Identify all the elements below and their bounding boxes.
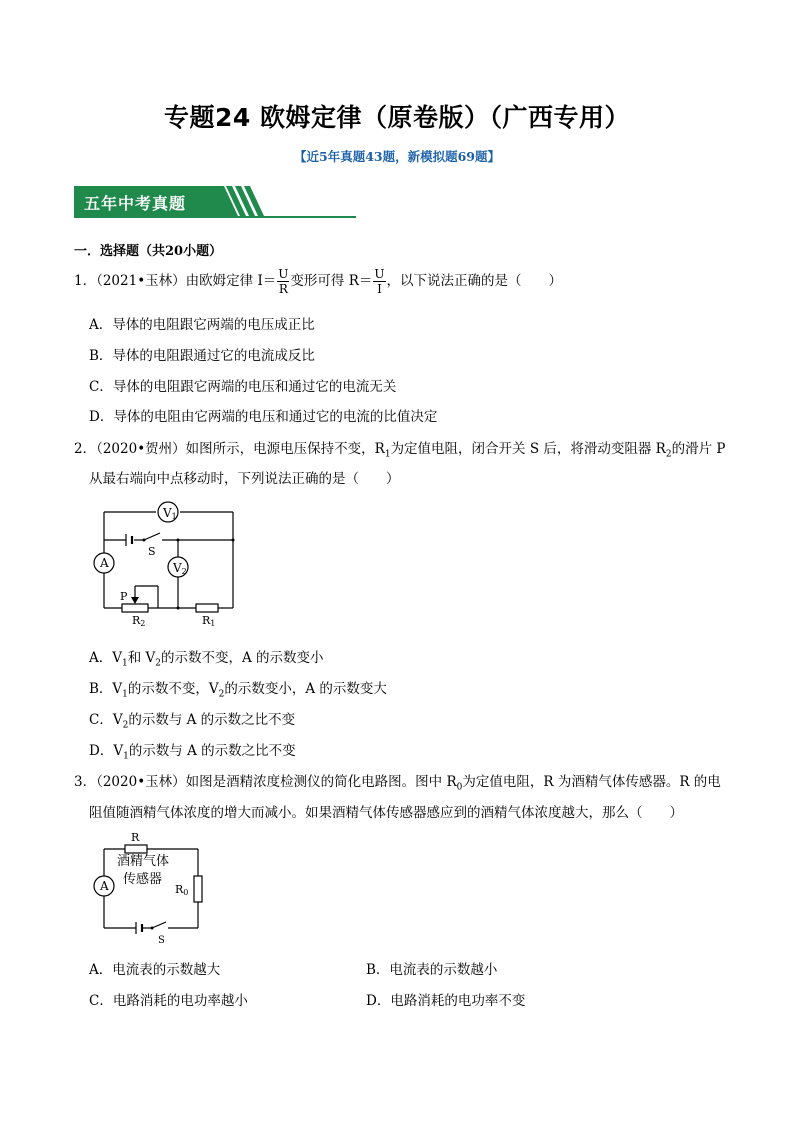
q3-circuit-diagram	[90, 826, 220, 946]
q3-label-r0: R0	[175, 883, 189, 897]
question-3-stem-line1: 3．（2020•玉林）如图是酒精浓度检测仪的简化电路图。图中 $R_0$为定值电阻，R 为酒精气体传感器。R 的电	[74, 774, 721, 793]
q2-option-a: A．$V_1$和 $V_2$的示数不变，A 的示数变小	[89, 650, 324, 669]
q3-label-r: R	[131, 831, 140, 844]
q2-circuit-diagram	[90, 500, 250, 630]
page-subtitle: 【近5年真题43题，新模拟题69题】	[294, 149, 500, 164]
q2-option-d: D．$V_1$的示数与 A 的示数之比不变	[89, 743, 296, 762]
q1-option-d: D．导体的电阻由它两端的电压和通过它的电流的比值决定	[89, 409, 438, 425]
q2-label-r2: R2	[132, 614, 146, 628]
q1-suffix: ，以下说法正确的是（ ）	[386, 273, 563, 289]
q3-option-b: B．电流表的示数越小	[366, 962, 498, 978]
q2-label-s: S	[148, 545, 156, 558]
q3-label-sensor-line1: 酒精气体	[117, 854, 170, 869]
q3-label-sensor-line2: 传感器	[123, 872, 163, 887]
q2-label-a: A	[100, 556, 109, 570]
question-3-stem-line2: 阻值随酒精气体浓度的增大而减小。如果酒精气体传感器感应到的酒精气体浓度越大，那么（ ）	[89, 805, 683, 821]
q3-label-a: A	[100, 879, 109, 893]
q2-option-b: B．$V_1$的示数不变，$V_2$的示数变小，A 的示数变大	[89, 681, 387, 700]
q2-label-r1: R1	[202, 614, 216, 628]
q1-prefix: 1．（2021•玉林）由欧姆定律 I＝	[74, 273, 277, 289]
q3-label-s: S	[158, 935, 165, 946]
q2-label-p: P	[120, 590, 128, 603]
question-1-stem	[74, 268, 562, 295]
section-heading: 一．选择题（共20小题）	[74, 244, 223, 259]
q2-option-c: C．$V_2$的示数与 A 的示数之比不变	[89, 712, 296, 731]
q1-option-a: A．导体的电阻跟它两端的电压成正比	[89, 317, 315, 333]
page-title: 专题24 欧姆定律（原卷版）（广西专用）	[164, 103, 630, 132]
question-2-stem-line1: 2．（2020•贺州）如图所示，电源电压保持不变，$R_1$为定值电阻，闭合开关 S 后，将滑动变阻器 $R_2$的滑片 P	[74, 441, 726, 460]
banner-label: 五年中考真题	[84, 194, 187, 213]
q3-option-a: A．电流表的示数越大	[89, 962, 221, 978]
q1-fraction-u-over-r: $\frac{U}{R}$	[278, 267, 289, 296]
q1-fraction-u-over-i: $\frac{U}{I}$	[374, 267, 385, 296]
q3-option-c: C．电路消耗的电功率越小	[89, 993, 248, 1009]
question-2-stem-line2: 从最右端向中点移动时，下列说法正确的是（ ）	[89, 471, 400, 487]
q1-option-c: C．导体的电阻跟它两端的电压和通过它的电流无关	[89, 379, 397, 395]
q2-label-v2: V2	[173, 561, 187, 576]
q3-option-d: D．电路消耗的电功率不变	[366, 993, 526, 1009]
q1-middle: 变形可得 R＝	[290, 273, 373, 289]
banner-underline	[74, 216, 356, 218]
q2-label-v1: V1	[163, 506, 177, 521]
q1-option-b: B．导体的电阻跟通过它的电流成反比	[89, 348, 315, 364]
